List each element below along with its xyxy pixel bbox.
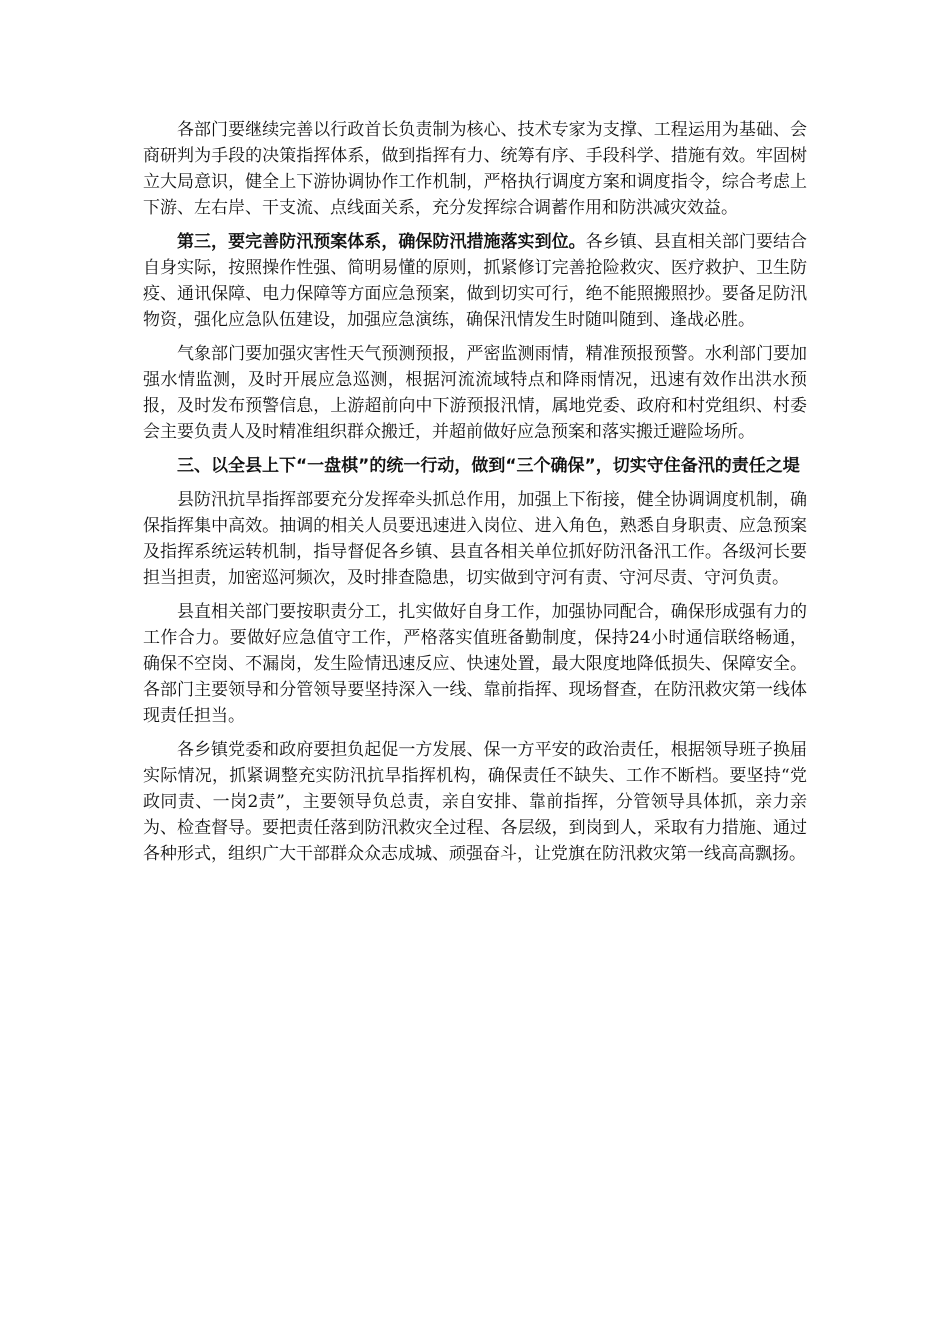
paragraph-1: [143, 117, 807, 221]
paragraph-2: [143, 229, 807, 333]
paragraph-3: [143, 341, 807, 445]
paragraph-5: [143, 487, 807, 591]
paragraph-6-text: 县直相关部门要按职责分工，扎实做好自身工作，加强协同配合，确保形成强有力的工作合力。要做好应急值守工作，严格落实值班备勤制度，保持24小时通信联络畅通，确保不空岗、不漏岗，发生险情迅速反应、快速处置，最大限度地降低损失、保障安全。各部门主要领导和分管领导要坚持深入一线、靠前指挥、现场督查，在防汛救灾第一线体现责任担当。: [143, 602, 807, 726]
section-heading: [143, 453, 807, 479]
section-heading-text: 三、以全县上下“一盘棋”的统一行动，做到“三个确保”，切实守住备汛的责任之堤: [177, 456, 800, 476]
paragraph-7: [143, 737, 807, 867]
paragraph-7-text: 各乡镇党委和政府要担负起促一方发展、保一方平安的政治责任，根据领导班子换届实际情况，抓紧调整充实防汛抗旱指挥机构，确保责任不缺失、工作不断档。要坚持“党政同责、一岗2责”，主要领导负总责，亲自安排、靠前指挥，分管领导具体抓，亲力亲为、检查督导。要把责任落到防汛救灾全过程、各层级，到岗到人，采取有力措施、通过各种形式，组织广大干部群众众志成城、顽强奋斗，让党旗在防汛救灾第一线高高飘扬。: [143, 740, 807, 864]
paragraph-2-lead: 第三，要完善防汛预案体系，确保防汛措施落实到位。: [177, 232, 586, 252]
paragraph-1-text: 各部门要继续完善以行政首长负责制为核心、技术专家为支撑、工程运用为基础、会商研判为手段的决策指挥体系，做到指挥有力、统筹有序、手段科学、措施有效。牢固树立大局意识，健全上下游协调协作工作机制，严格执行调度方案和调度指令，综合考虑上下游、左右岸、干支流、点线面关系，充分发挥综合调蓄作用和防洪减灾效益。: [143, 120, 807, 218]
paragraph-3-text: 气象部门要加强灾害性天气预测预报，严密监测雨情，精准预报预警。水利部门要加强水情监测，及时开展应急巡测，根据河流流域特点和降雨情况，迅速有效作出洪水预报，及时发布预警信息，上游超前向中下游预报汛情，属地党委、政府和村党组织、村委会主要负责人及时精准组织群众搬迁，并超前做好应急预案和落实搬迁避险场所。: [143, 344, 807, 442]
paragraph-2-text: 各乡镇、县直相关部门要结合自身实际，按照操作性强、简明易懂的原则，抓紧修订完善抢险救灾、医疗救护、卫生防疫、通讯保障、电力保障等方面应急预案，做到切实可行，绝不能照搬照抄。要备足防汛物资，强化应急队伍建设，加强应急演练，确保汛情发生时随叫随到、逢战必胜。: [143, 232, 808, 330]
document-page: [143, 117, 807, 875]
paragraph-5-text: 县防汛抗旱指挥部要充分发挥牵头抓总作用，加强上下衔接，健全协调调度机制，确保指挥集中高效。抽调的相关人员要迅速进入岗位、进入角色，熟悉自身职责、应急预案及指挥系统运转机制，指导督促各乡镇、县直各相关单位抓好防汛备汛工作。各级河长要担当担责，加密巡河频次，及时排查隐患，切实做到守河有责、守河尽责、守河负责。: [143, 490, 807, 588]
paragraph-6: [143, 599, 807, 729]
